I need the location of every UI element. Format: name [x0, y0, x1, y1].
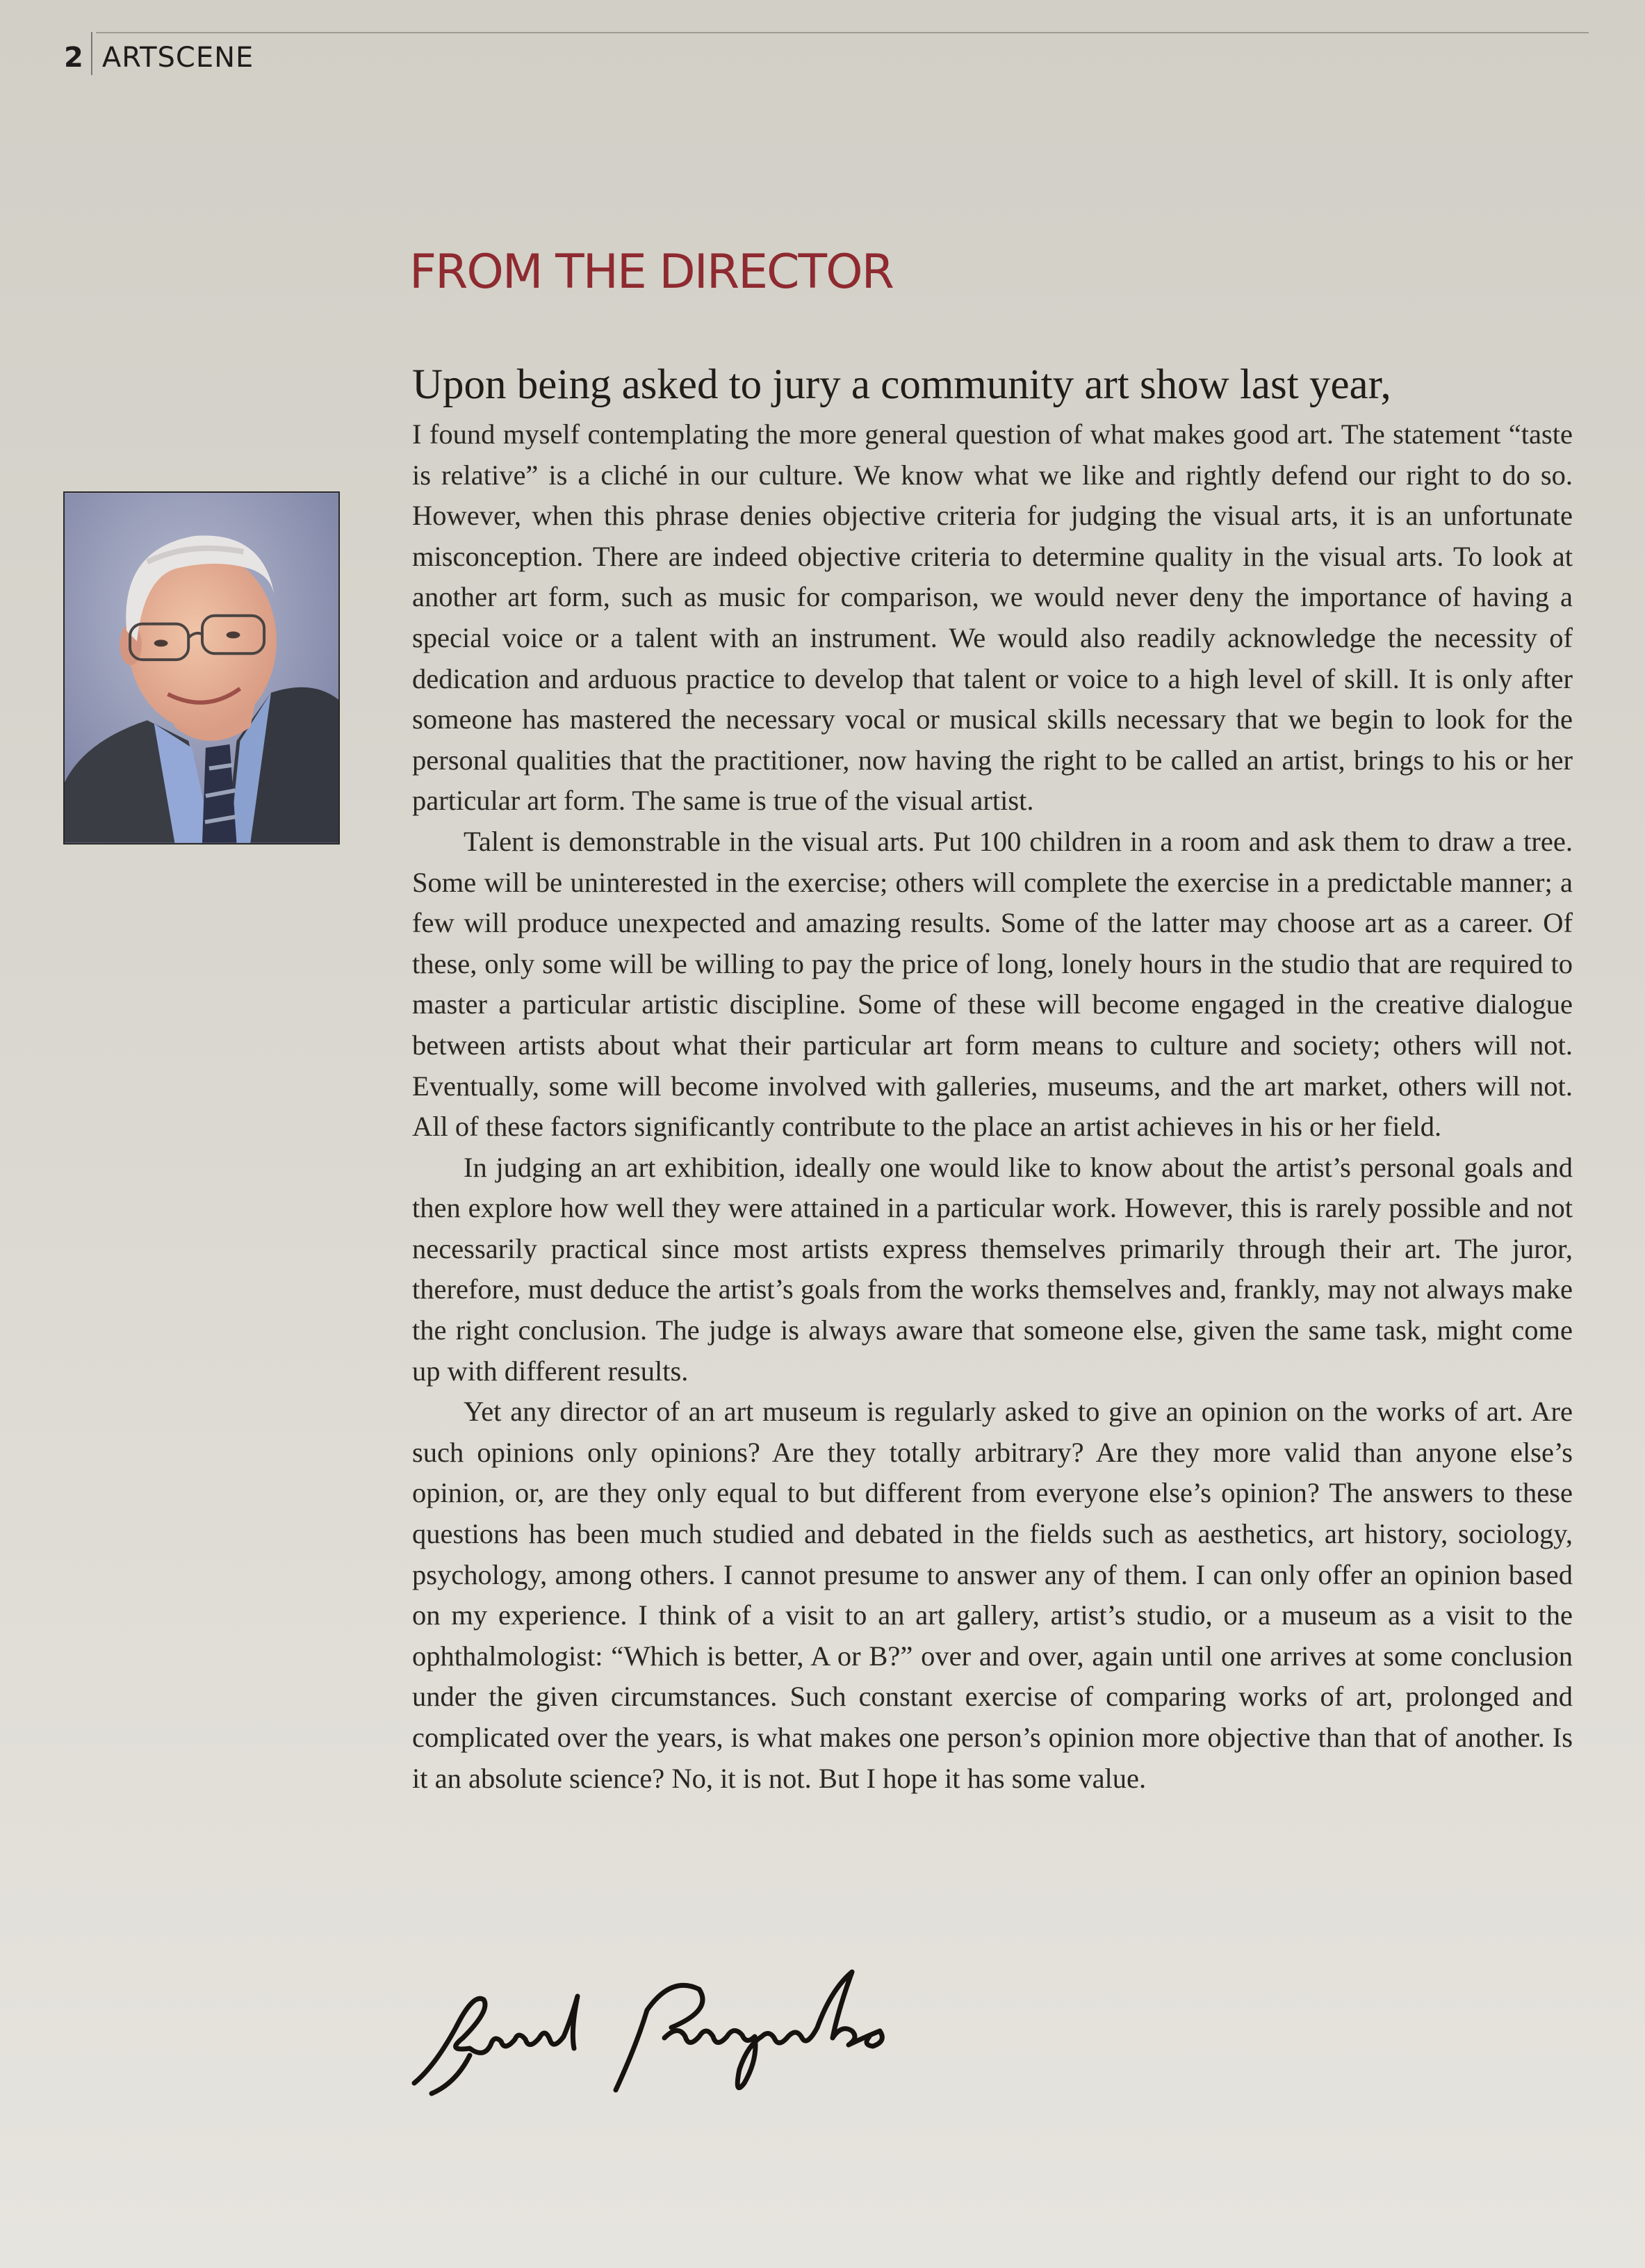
publication-name: ARTSCENE	[101, 42, 254, 74]
director-portrait-photo	[63, 491, 340, 845]
page-number: 2	[64, 42, 84, 74]
lead-sentence: Upon being asked to jury a community art show last year,	[412, 361, 1391, 408]
article-paragraph: Talent is demonstrable in the visual arts. Put 100 children in a room and ask them to draw a tree. Some will be uninterested in the exercise; others will complete the exercise in a predictable manner; a few will produce unexpected and amazing results. Some of the latter may choose art as a career. Of these, only some will be willing to pay the price of long, lonely hours in the studio that are required to master a particular artistic discipline. Some of these will become engaged in the creative dialogue between artists about what their particular art form means to culture and society; others will not. Eventually, some will become involved with galleries, museums, and the art market, others will not. All of these factors significantly contribute to the place an artist achieves in his or her field.	[412, 825, 1573, 1143]
article-paragraph: I found myself contemplating the more general question of what makes good art. The statement “taste is relative” is a cliché in our culture. We know what we like and rightly defend our right to do so. However, when this phrase denies objective criteria for judging the visual arts, it is an unfortunate misconception. There are indeed objective criteria to determine quality in the visual arts. To look at another art form, such as music for comparison, we would never deny the importance of having a special voice or a talent with an instrument. We would also readily acknowledge the necessity of dedication and arduous practice to develop that talent or voice to a high level of skill. It is only after someone has mastered the necessary vocal or musical skills necessary that we begin to look for the personal qualities that the practitioner, now having the right to be called an artist, brings to his or her particular art form. The same is true of the visual artist.	[412, 418, 1573, 817]
header-divider	[91, 32, 92, 75]
portrait-illustration	[65, 493, 338, 843]
article-body	[412, 356, 1573, 1799]
article-paragraph: Yet any director of an art museum is regularly asked to give an opinion on the works of art. Are such opinions only opinions? Are they totally arbitrary? Are they more valid than anyone else’s opinion, or, are they only equal to but different from everyone else’s opinion? The answers to these questions has been much studied and debated in the fields such as aesthetics, art history, sociology, psychology, among others. I cannot presume to answer any of them. I can only offer an opinion based on my experience. I think of a visit to an art gallery, artist’s studio, or a museum as a visit to the ophthalmologist: “Which is better, A or B?” over and over, again until one arrives at some conclusion under the given circumstances. Such constant exercise of comparing works of art, prolonged and complicated over the years, is what makes one person’s opinion more objective than that of another. Is it an absolute science? No, it is not. But I hope it has some value.	[412, 1396, 1573, 1794]
header-rule	[96, 32, 1589, 33]
director-signature	[407, 1961, 935, 2100]
section-title: FROM THE DIRECTOR	[409, 245, 893, 300]
page-header	[64, 40, 254, 75]
article-paragraph: In judging an art exhibition, ideally one would like to know about the artist’s personal goals and then explore how well they were attained in a particular work. However, this is rarely possible and not necessarily practical since most artists express themselves primarily through their art. The juror, therefore, must deduce the artist’s goals from the works themselves and, frankly, may not always make the right conclusion. The judge is always aware that someone else, given the same task, might come up with different results.	[412, 1151, 1573, 1387]
